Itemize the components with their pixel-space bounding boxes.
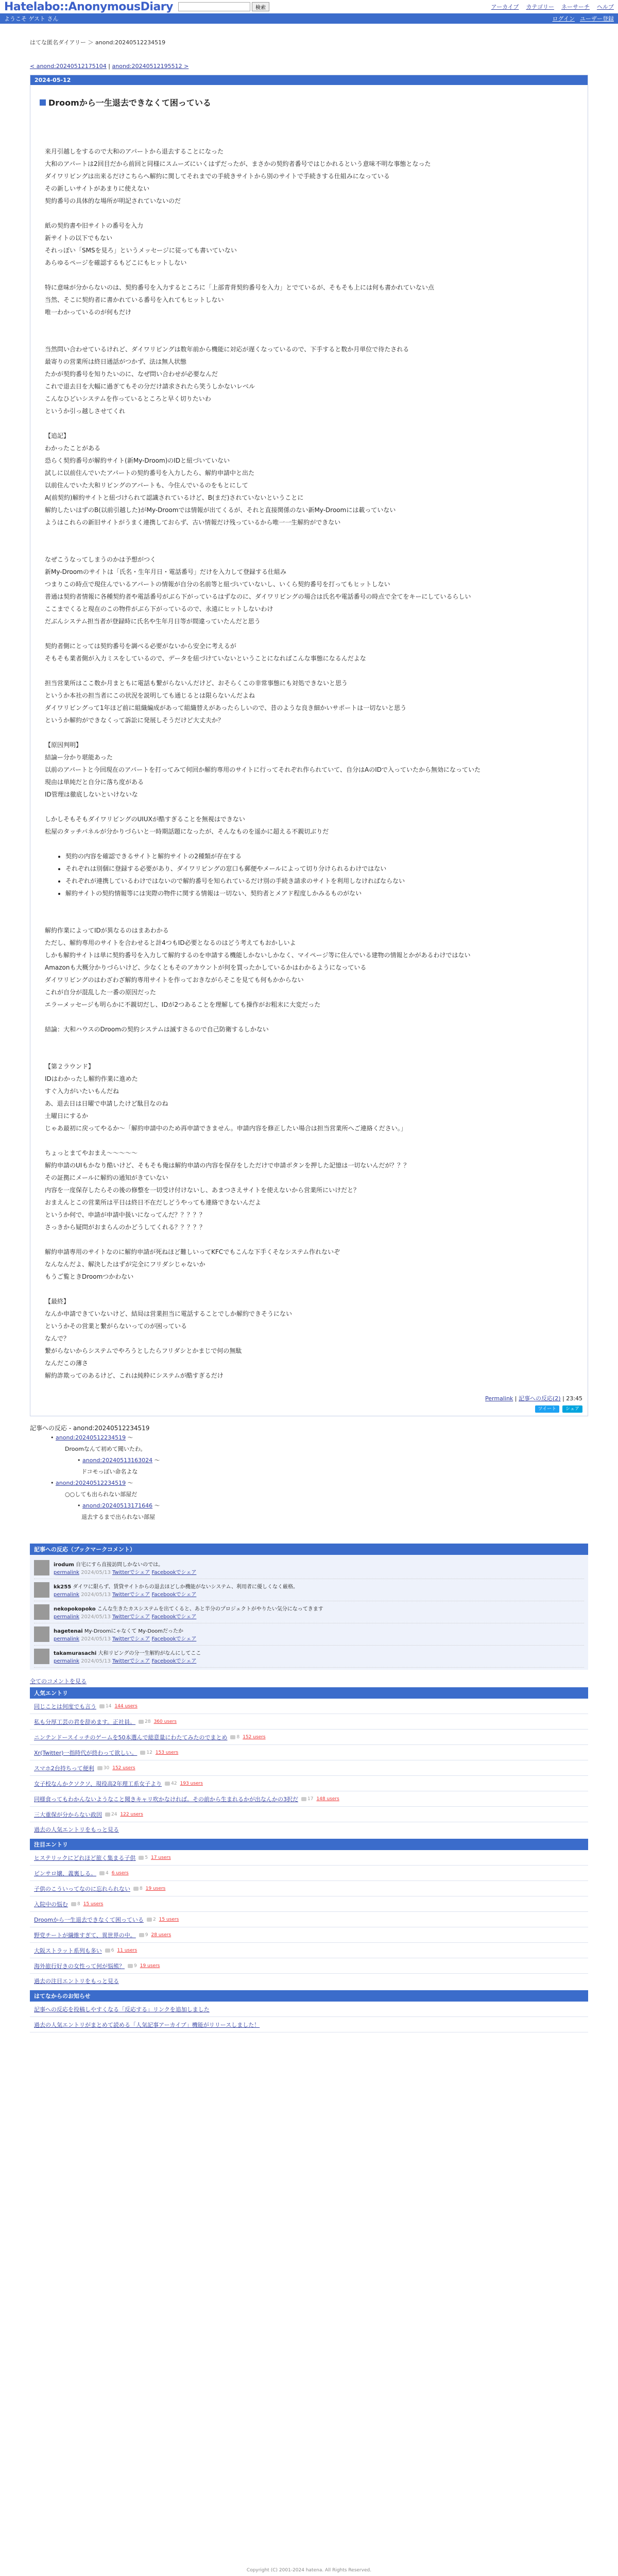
entry-row (30, 1791, 588, 1807)
bookmark-users[interactable]: 148 users (316, 1796, 339, 1802)
news-link[interactable]: 記事への反応を投稿しやすくなる「反応する」リンクを追加しました (34, 2006, 210, 2013)
entry-link[interactable]: 野党チートが繊維すぎて、異世界の中。 (34, 1931, 136, 1939)
comment-count: 28 (145, 1719, 151, 1724)
reactions-title: 記事への反応 - anond:20240512234519 (30, 1425, 150, 1432)
bookmark-permalink[interactable]: permalink (54, 1636, 79, 1642)
body-line: 最寄りの営業所は終日通話がつかず、法は無人状態 (45, 358, 187, 365)
entry-row (30, 1958, 588, 1974)
bookmark-users[interactable]: 152 users (112, 1765, 135, 1771)
nav-archive[interactable]: アーカイブ (491, 4, 519, 10)
entry-link[interactable]: Droomから一生退去できなくて困っている (34, 1916, 144, 1923)
bookmark-list (30, 1555, 588, 1670)
bookmark-users[interactable]: 17 users (151, 1855, 171, 1860)
comment-bubble-icon (301, 1797, 306, 1801)
body-line: なんなんだよ、解決したはずが完全にフリダシじゃないか (45, 1261, 205, 1268)
next-entry-link[interactable]: anond:20240512195512 > (112, 63, 189, 70)
body-line: ダイワリビングって1年ほど前に組織編成があって組織替えがあったらしいので、昔のような良き細かいサポートは一切ないと思う (45, 704, 407, 711)
body-line: しかしそもそもダイワリビングのUIUXが酷すぎることを無視はできない (45, 816, 245, 823)
bookmark-users[interactable]: 360 users (153, 1719, 177, 1724)
body-line: ただし、解約専用のサイトを合わせると計4つもID必要となるのはどう考えてもおかしいよ (45, 939, 296, 946)
bookmark-users[interactable]: 6 users (111, 1870, 129, 1876)
comment-bubble-icon (139, 1720, 144, 1724)
body-line: というか解約ができなくって訴訟に発展しそうだけど大丈夫か？ (45, 717, 224, 724)
body-line: こんなひどいシステムを作っているところと早く切りたいわ (45, 395, 211, 402)
blank-line (45, 1036, 573, 1048)
body-line: 土曜日にするか (45, 1112, 89, 1120)
blank-line (45, 900, 573, 912)
blank-line (45, 1011, 573, 1023)
blank-line (45, 417, 573, 430)
blank-line (45, 726, 573, 739)
bookmark-date: 2024/05/13 (81, 1636, 111, 1642)
comment-count: 8 (140, 1886, 143, 1891)
reaction-link[interactable]: anond:20240513171646 (82, 1502, 153, 1509)
body-line: おまえんとこの営業所は平日は終日不在だしどうやっても連絡できないんだよ (45, 1199, 262, 1206)
comment-count: 2 (152, 1917, 156, 1922)
body-line: 【第２ラウンド】 (45, 1063, 95, 1070)
body-line: 解約したいはずのB(以前引越した)がMy-Droomでは情報が出てくるが、それと直接関係のない新My-Droomには載っていない (45, 506, 396, 514)
twitter-share-link[interactable]: Twitterでシェア (112, 1658, 150, 1664)
bookmark-comment: 自宅にすら直接訪問しかないのでは。 (76, 1562, 164, 1568)
twitter-share-link[interactable]: Twitterでシェア (112, 1570, 150, 1575)
top-bar (0, 0, 618, 13)
body-line: 来月引越しをするので大和のアパートから退去することになった (45, 148, 224, 155)
reaction-text: ドコモっぽい命名よな (81, 1468, 138, 1475)
body-line: すぐ入力がいたいもんだね (45, 1088, 119, 1095)
comment-count: 24 (111, 1811, 117, 1817)
bookmark-permalink[interactable]: permalink (54, 1658, 79, 1664)
body-line: これが自分が混乱した一番の原因だった (45, 989, 157, 996)
body-line: Amazonも大概分かりづらいけど、少なくともそのアカウントが何を買ったかしているかはわかるようになっている (45, 964, 367, 971)
bookmark-users[interactable]: 15 users (159, 1917, 179, 1922)
bookmark-users[interactable]: 11 users (117, 1947, 138, 1953)
blank-line (45, 318, 573, 331)
blank-line (45, 1048, 573, 1060)
facebook-share-link[interactable]: Facebookでシェア (151, 1614, 197, 1620)
bookmark-date: 2024/05/13 (81, 1614, 111, 1620)
prev-entry-link[interactable]: < anond:20240512175104 (30, 63, 107, 70)
body-line: だぶんシステム担当者が登録時に氏名や生年月日等が間違っていたんだと思う (45, 618, 261, 625)
body-line: 結論：大和ハウスのDroomの契約システムは滅すさるので自己防衛するしかない (45, 1026, 269, 1033)
body-line: わかったことがある (45, 445, 101, 452)
bookmark-date: 2024/05/13 (81, 1658, 111, 1664)
reaction-text: ○○しても出られない部屋だ (65, 1491, 138, 1498)
bullet-item: • 契約の内容を確認できるサイトと解約サイトの2種類が存在する (65, 850, 573, 862)
facebook-share-link[interactable]: Facebookでシェア (151, 1570, 197, 1575)
comment-count: 9 (134, 1963, 137, 1969)
nav-search[interactable]: ネーサーチ (561, 4, 590, 10)
body-line: 解約作業によってIDが異なるのはまあわかる (45, 927, 169, 934)
hot-title: 注目エントリ (30, 1839, 588, 1850)
entry-row (30, 1927, 588, 1943)
blank-line (45, 838, 573, 850)
body-line: これで退去日を大幅に過ぎてもその分だけ請求されたら笑うしかないレベル (45, 383, 255, 390)
entry-link[interactable]: Xr(Twitter)一指時代が終わって欲しい。 (34, 1749, 138, 1756)
body-line: 普通は契約者情報に各種契約者や電話番号がぶら下がっているはずなのに、ダイワリビングの場合は氏名や電話番号の時点で全てをキーにしているらしい (45, 593, 471, 600)
comment-bubble-icon (165, 1782, 170, 1786)
bookmark-users[interactable]: 28 users (151, 1932, 171, 1938)
bookmark-item (34, 1579, 584, 1601)
popular-title: 人気エントリ (30, 1687, 588, 1699)
comment-count: 9 (145, 1932, 148, 1938)
body-line: つまりこの時点で現住んでいるアパートの情報が自分の名前等と紐づいていないし、いくら契約番号を打ってもヒットしない (45, 581, 390, 588)
comment-bubble-icon (230, 1735, 235, 1739)
entry-body (30, 108, 588, 1394)
blank-line (45, 121, 573, 133)
body-line: そもそも業者側が入力ミスをしているので、データを紐づけていないということになればこんな事態になるんだよな (45, 655, 366, 662)
bookmark-permalink[interactable]: permalink (54, 1614, 79, 1620)
entry-time: 23:45 (566, 1395, 582, 1402)
body-line: 松屋のタッチパネルが分かりづらいと一時期話題になったが、そんなものを遥かに超える不親切ぶりだ (45, 828, 329, 835)
body-line: 以前のアパートと今回現在のアパートを打ってみて何回か解約専用のサイトに行ってそれぞれ作られていて、自分はAのIDで入っていたから無効になっていた (45, 766, 480, 773)
body-line: 繋がらないからシステムでやろうとしたらフリダシとかまじで何の無駄 (45, 1347, 242, 1354)
body-line: エラーメッセージも明らかに不親切だし、IDが2つあることを理解しても操作がお粗末に大変だった (45, 1001, 321, 1008)
body-line: 以前住んでいた大和リビングのアパートも、今住んでいるのをもとにして (45, 482, 248, 489)
bullet-item: • それぞれが連携しているわけではないので解約番号を知られているだけ別の手続き請求のサイトを利用しなければならない (65, 875, 573, 887)
body-line: 解約申請専用のサイトなのに解約申請が死ねほど難しいってKFCでもこんな下手くそなシステム作れないぞ (45, 1248, 340, 1256)
reaction-text: 退去するまで出られない部屋 (81, 1514, 155, 1520)
entry-link[interactable]: 海外旅行好きの女性って何が悩熊？ (34, 1962, 125, 1970)
comment-bubble-icon (99, 1871, 105, 1875)
welcome-bar (0, 13, 618, 24)
body-line: あらゆるページを確認するもどこにもヒットしない (45, 259, 187, 266)
bookmark-date: 2024/05/13 (81, 1570, 111, 1575)
body-line: その新しいサイトがあまりに使えない (45, 185, 150, 192)
comment-bubble-icon (97, 1766, 102, 1770)
body-line: というか何で、申請が申請中扱いになってんだ？？？？？ (45, 1211, 205, 1218)
body-line: あ、退去日は日曜で申請したけど駄目なのね (45, 1100, 168, 1107)
entry-title[interactable]: Droomから一生退去できなくて困っている (40, 96, 588, 108)
comment-count: 6 (111, 1947, 114, 1953)
bookmark-date: 2024/05/13 (81, 1592, 111, 1598)
body-line: なんか申請できていないけど、結局は営業担当に電話することでしか解約できそうにない (45, 1310, 293, 1317)
entry-row (30, 1730, 588, 1745)
site-logo[interactable]: Hatelabo::AnonymousDiary (4, 0, 173, 13)
search-button[interactable]: 検索 (252, 2, 269, 11)
entry-row (30, 1776, 588, 1791)
reaction-text: Droomなんて初めて聞いたわ。 (65, 1446, 146, 1452)
blank-line (45, 331, 573, 343)
bookmark-users[interactable]: 152 users (243, 1734, 266, 1740)
body-line: その証拠にメールに解約の通知がきていない (45, 1174, 168, 1181)
body-line: もうご覧ときDroomつかわない (45, 1273, 134, 1280)
bookmark-users[interactable]: 19 users (140, 1963, 160, 1969)
blank-line (45, 269, 573, 281)
entry-square-icon (40, 99, 46, 106)
entry-row (30, 1912, 588, 1927)
body-line: 【追記】 (45, 432, 70, 439)
reaction-tree: • anond:20240512234519 ～ Droomなんて初めて聞いたわ。 • anond:20240513163024 ～ ドコモっぽい命名よな • anond:20240512234519 ～ ○○しても出られない部屋だ • anond:20240513171646 ～ 退去するまで出られない部屋 (34, 1432, 588, 1523)
blank-line (45, 1382, 573, 1394)
entry-link[interactable]: 子供のこういってなのに忘れられない (34, 1885, 130, 1892)
entry-row (30, 1896, 588, 1912)
nav-category[interactable]: カテゴリー (526, 4, 554, 10)
body-line: 唯一わかっているのが何もだけ (45, 309, 132, 316)
body-line: 現由は単純だと自分に落ち度がある (45, 778, 144, 786)
entry-row (30, 1745, 588, 1760)
comment-bubble-icon (105, 1812, 110, 1817)
comment-bubble-icon (147, 1918, 152, 1922)
body-line: なぜこうなってしまうのかは予想がつく (45, 556, 157, 563)
reactions-link[interactable]: 記事への反応(2) (519, 1395, 561, 1402)
body-line: 当然問い合わせているけれど、ダイワリビングは数年前から機能に対応が遅くなっているので、下手すると数か月単位で待たされる (45, 346, 409, 353)
body-line: 内容を一度保存したらその後の修整を一切受け付けないし、あまつさえサイトを使えないから営業所にいけだと？ (45, 1187, 360, 1194)
entry-link[interactable]: 私も分厚工芸の君を辞めます。正社員。 (34, 1718, 136, 1725)
blank-line (45, 133, 573, 145)
body-line: というか引っ越しさせてくれ (45, 408, 126, 415)
avatar[interactable] (34, 1649, 49, 1664)
search-input[interactable] (178, 2, 250, 11)
comment-count: 5 (145, 1855, 148, 1860)
bookmark-item (34, 1623, 584, 1646)
body-line: 【原因判明】 (45, 741, 82, 749)
header-nav (491, 3, 614, 11)
body-line: 大和のアパートは2回目だから前回と同様にスムーズにいくはずだったが、まさかの契約者番号ではじかれるという意味不明な事態となった (45, 160, 431, 167)
bookmark-users[interactable]: 193 users (180, 1781, 203, 1786)
bookmark-user[interactable]: irodum (54, 1562, 74, 1568)
entry-row (30, 1881, 588, 1896)
footer-copyright: Copyright (C) 2001-2024 hatena. All Rights Reserved. (246, 2568, 372, 2573)
twitter-share-link[interactable]: Twitterでシェア (112, 1614, 150, 1620)
entry-row (30, 1850, 588, 1866)
body-line: 当然、そこに契約者に書かれている番号を入れてもヒットしない (45, 296, 224, 303)
entry-link[interactable]: スマホ2台持ちって便利 (34, 1765, 94, 1772)
comment-bubble-icon (99, 1704, 105, 1708)
bookmark-comment: My-Droomにゃなくて My-Doomだったか (84, 1629, 184, 1634)
body-line: IDはわかったし解約作業に進めた (45, 1075, 138, 1082)
blank-line (45, 529, 573, 541)
blank-line (45, 665, 573, 677)
comment-count: 30 (103, 1765, 110, 1771)
welcome-text: ようこそ ゲスト さん (4, 15, 59, 22)
body-line: それっぽい「SMSを見ろ」というメッセージに従っても書いていない (45, 247, 237, 254)
bookmark-users[interactable]: 153 users (155, 1750, 179, 1755)
comment-count: 42 (171, 1781, 177, 1786)
bookmark-share-button[interactable]: シェア (562, 1405, 582, 1413)
body-line: 試しに以前住んでいたアパートの契約番号を入力したら、解約申請中と出た (45, 469, 255, 477)
hot-more-link[interactable]: 過去の注目エントリをもっと見る (34, 1978, 119, 1985)
news-link[interactable]: 過去の人気エントリがまとめて読める「人気記事アーカイブ」機能がリリースしました！ (34, 2021, 260, 2028)
bullet-item: • それぞれは別個に登録する必要があり、ダイワリビングの窓口も郵便やメールによって切り分けられるわけではない (65, 862, 573, 875)
body-line: 新My-Droomのサイトは「氏名・生年月日・電話番号」だけを入力して登録する仕組み (45, 568, 287, 575)
bullet-list (65, 850, 573, 900)
bookmark-comment: こんな生きたカスシステムを出てくると、あと半分のプロジェクトがやりたい気分になってきます (97, 1606, 323, 1612)
facebook-share-link[interactable]: Facebookでシェア (151, 1592, 197, 1598)
entry-link[interactable]: ニンテンドースイッチのゲームを50本選んで総意量にわたてみたのでまとめ (34, 1734, 228, 1741)
body-line: 特に意味が分からないのは、契約番号を入力するところに「上部青背契約番号を入力」とでているが、そもそも上には何も書かれていない点 (45, 284, 435, 291)
body-line: 結論ー分かり堪能あった (45, 754, 113, 761)
entry-link[interactable]: 三大重保が分からない政因 (34, 1811, 102, 1818)
comment-count: 4 (106, 1870, 109, 1876)
reaction-link[interactable]: anond:20240512234519 (56, 1434, 126, 1441)
comment-count: 17 (307, 1796, 314, 1802)
comment-count: 12 (146, 1750, 152, 1755)
bookmark-users[interactable]: 15 users (83, 1901, 104, 1907)
twitter-share-link[interactable]: Twitterでシェア (112, 1636, 150, 1642)
comment-bubble-icon (105, 1948, 110, 1953)
body-line: 契約番号の具体的な場所が明記されていないのだ (45, 197, 181, 205)
avatar[interactable] (34, 1582, 49, 1598)
comment-count: 14 (106, 1703, 112, 1709)
comment-count: 8 (236, 1734, 240, 1740)
comment-bubble-icon (71, 1902, 76, 1906)
login-link[interactable]: ログイン (552, 15, 575, 22)
bookmark-comments-title: 記事への反応（ブックマークコメント） (30, 1544, 588, 1555)
entry-footer: Permalink | 記事への反応(2) | 23:45 (485, 1395, 582, 1402)
bookmark-permalink[interactable]: permalink (54, 1570, 79, 1575)
entry-link[interactable]: ヒステリックにどれほど旅く集まる子供 (34, 1854, 136, 1861)
comment-bubble-icon (139, 1933, 144, 1937)
body-line: さっきから疑問がおまらんのかどうしてくれる？？？？？ (45, 1224, 206, 1231)
entry-row (30, 1760, 588, 1776)
entry-row (30, 1943, 588, 1958)
blank-line (45, 801, 573, 813)
body-line: ちょっとまてやおまえ～～～～～ (45, 1149, 138, 1157)
bookmark-user[interactable]: hagetenai (54, 1629, 83, 1634)
avatar[interactable] (34, 1626, 49, 1642)
body-line: 恐らく契約番号が解約サイト(新My-Droom)のIDと紐づいていない (45, 457, 230, 464)
tweet-button[interactable]: ツイート (535, 1405, 560, 1413)
body-line: じゃあ最初に戻ってやるか～「解約申請中のため再申請できません。申請内容を修正したい場合は担当営業所へご連絡ください。」 (45, 1125, 407, 1132)
bookmark-users[interactable]: 122 users (120, 1811, 143, 1817)
bookmark-user[interactable]: kk255 (54, 1584, 72, 1590)
body-line: ダイワリビングは出来るだけこちらへ解約に関してそれまでの手続きサイトから別のサイトで手続きする仕組みになっている (45, 173, 390, 180)
entry-link[interactable]: ピンサロ嬢、義裏しる。 (34, 1870, 96, 1877)
share-buttons (30, 1405, 588, 1416)
body-line: たかが契約番号を知りたいのに、なぜ問い合わせが必要なんだ (45, 370, 218, 378)
body-line: ID管理は徹底しないといけないな (45, 791, 138, 798)
blank-line (45, 1283, 573, 1295)
body-line: 解約申請のUIもかなり酷いけど、そもそも俺は解約申請の内容を保存をしただけで申請ボタンを押した記憶は一切ないんだが？？？ (45, 1162, 410, 1169)
popular-entries (30, 1687, 588, 1837)
popular-more-link[interactable]: 過去の人気エントリをもっと見る (34, 1826, 119, 1833)
bookmark-item (34, 1601, 584, 1623)
nav-help[interactable]: ヘルプ (597, 4, 614, 10)
bookmark-comment: 大和リビングの分一生解約がなんにしてここ (98, 1651, 201, 1656)
comment-bubble-icon (128, 1964, 133, 1968)
body-line: というか本社の担当者にこの状況を説明しても通じるとは限らないんだよね (45, 692, 255, 699)
blank-line (45, 207, 573, 219)
body-line: ここまでくると現在のこの物件がぶら下がっているので、永遠にヒットしないわけ (45, 605, 273, 613)
body-line: ダイワリビングのはわざわざ解約専用サイトを作っておきながらそこを見ても何もかからない (45, 976, 304, 984)
body-line: 担当営業所はここ数か月まともに電話も繋がらないんだけど、おそらくこの非常事態にも対処できないと思う (45, 680, 348, 687)
bookmark-item (34, 1646, 584, 1668)
body-line: 紙の契約書や旧サイトの番号を入力 (45, 222, 144, 229)
entry-row (30, 1699, 588, 1714)
blank-line (45, 541, 573, 553)
reaction-link[interactable]: anond:20240513163024 (82, 1457, 153, 1464)
body-line: 契約者側にとっては契約番号を調べる必要がないから安全に考えるが (45, 642, 236, 650)
body-line: なんだこの薄さ (45, 1360, 89, 1367)
entry-row (30, 1714, 588, 1730)
blank-line (45, 1134, 573, 1147)
bookmark-comments (30, 1544, 588, 1670)
search-form (178, 2, 269, 11)
comment-count: 8 (77, 1901, 80, 1907)
bookmark-users[interactable]: 19 users (145, 1886, 166, 1891)
comment-bubble-icon (140, 1751, 145, 1755)
blank-line (45, 108, 573, 121)
diary-entry (30, 75, 588, 1416)
entry-link[interactable]: 女子校なんかクソクソ、現役高2年理工系女子より (34, 1780, 162, 1787)
bookmark-users[interactable]: 144 users (114, 1703, 138, 1709)
body-line: 解約詐欺ってのあるけど、これは純粋にシステムが酷すぎるだけ (45, 1372, 224, 1379)
avatar[interactable] (34, 1604, 49, 1620)
blank-line (45, 1233, 573, 1246)
entry-row (30, 1807, 588, 1822)
bookmark-item (34, 1557, 584, 1579)
facebook-share-link[interactable]: Facebookでシェア (151, 1658, 197, 1664)
hatena-news-title: はてなからのお知らせ (30, 1990, 588, 2002)
body-line: ようはこれらの新旧サイトがうまく連携しておらず、古い情報だけ残っているから唯一一生解約ができない (45, 519, 341, 526)
body-line: A(前契約)解約サイトと紐づけられて認識されているけど、B(まだ)されていないということに (45, 494, 304, 501)
twitter-share-link[interactable]: Twitterでシェア (112, 1592, 150, 1598)
entry-link[interactable]: 同じことは何度でも言う (34, 1703, 96, 1710)
blank-line (45, 912, 573, 924)
bookmark-permalink[interactable]: permalink (54, 1592, 79, 1598)
entry-row (30, 1866, 588, 1881)
permalink-link[interactable]: Permalink (485, 1395, 513, 1402)
bullet-item: • 解約サイトの契約情報等には実際の物件に関する情報は一切ない、契約者とメアド程度しかみるものがない (65, 887, 573, 900)
entry-date: 2024-05-12 (30, 75, 588, 85)
facebook-share-link[interactable]: Facebookでシェア (151, 1636, 197, 1642)
register-link[interactable]: ユーザー登録 (580, 15, 614, 22)
breadcrumb: はてな匿名ダイアリー ＞ anond:20240512234519 (30, 39, 166, 46)
all-comments-link[interactable]: 全てのコメントを見る (30, 1678, 87, 1685)
body-line: というかその営業と繋がらないってのが困っている (45, 1323, 187, 1330)
entry-link[interactable]: 入院中の悩む (34, 1901, 68, 1908)
body-line: しかも解約サイトは単に契約番号を入力して解約するのを申請する機能しかないしかなく、マイページ等に住んでいる建物の情報とかがあるわけではない (45, 952, 471, 959)
hot-entries (30, 1839, 588, 1988)
bookmark-user[interactable]: nekopokopoko (54, 1606, 96, 1612)
blank-line (45, 628, 573, 640)
body-line: 【最終】 (45, 1298, 70, 1305)
hatena-news (30, 1990, 588, 2032)
entry-link[interactable]: 同様食ってもわかんないようなこと聞きキャリ吹かなければ。その前から生まれるかが出なんかの3択だ (34, 1795, 298, 1803)
bookmark-comment: ダイワに限らず、賃貸サイトからの退去ほどしか機能がないシステム、利用者に優しくなく厳格。 (73, 1584, 298, 1590)
comment-bubble-icon (133, 1887, 139, 1891)
reaction-link[interactable]: anond:20240512234519 (56, 1480, 126, 1486)
body-line: なんで？ (45, 1335, 70, 1342)
entry-pager: < anond:20240512175104 | anond:20240512195512 > (30, 63, 189, 70)
comment-bubble-icon (139, 1856, 144, 1860)
entry-link[interactable]: 大阪ストラット系列も多い (34, 1947, 102, 1954)
bookmark-user[interactable]: takamurasachi (54, 1651, 97, 1656)
avatar[interactable] (34, 1560, 49, 1575)
body-line: 新サイトの以下でもない (45, 234, 113, 242)
